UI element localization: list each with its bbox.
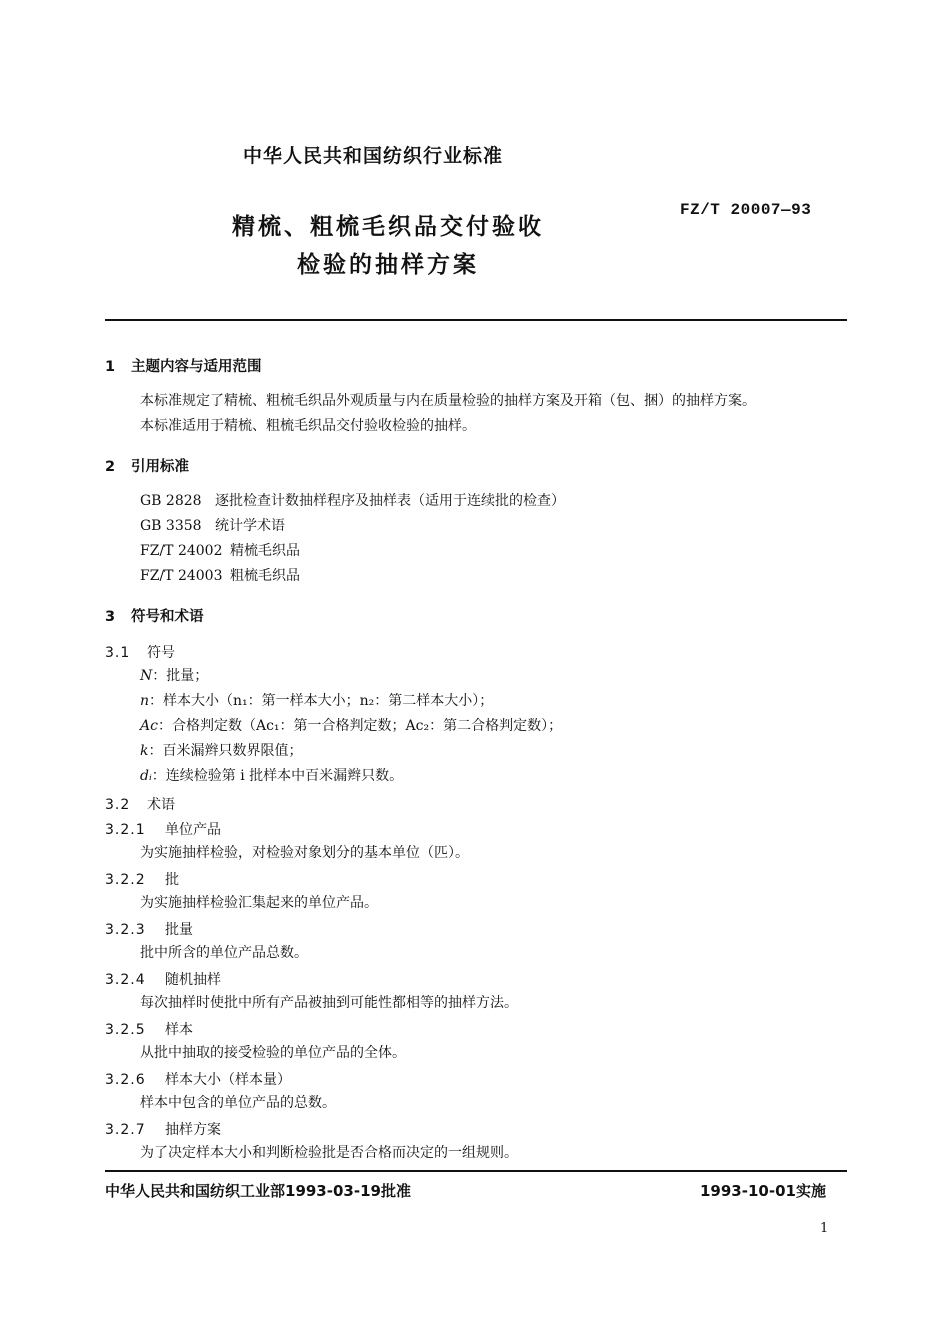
- term-heading: [105, 1019, 193, 1039]
- subsection-3-1-heading: [105, 642, 175, 662]
- symbol-definition: ：连续检验第 i 批样本中百米漏辫只数。: [151, 768, 404, 784]
- section-title: 符号和术语: [131, 609, 204, 625]
- section-title: 主题内容与适用范围: [131, 359, 262, 375]
- term-heading: [105, 1119, 221, 1139]
- section-number: 2: [105, 459, 116, 475]
- term-title: 样本大小（样本量）: [165, 1072, 291, 1088]
- section-1-heading: [105, 355, 262, 376]
- term-number: 3.2.4: [105, 972, 146, 988]
- term-title: 单位产品: [165, 822, 221, 838]
- reference-item: [140, 542, 300, 560]
- symbol: k: [140, 743, 149, 759]
- term-definition: 样本中包含的单位产品的总数。: [140, 1095, 336, 1111]
- term-definition: 从批中抽取的接受检验的单位产品的全体。: [140, 1045, 406, 1061]
- section-number: 3: [105, 609, 116, 625]
- document-title-line2: 检验的抽样方案: [297, 252, 479, 278]
- symbol-definition: ：样本大小（n₁：第一样本大小；n₂：第二样本大小）；: [149, 693, 494, 709]
- reference-title: 统计学术语: [215, 518, 285, 534]
- term-title: 批: [165, 872, 179, 888]
- term-heading: [105, 919, 193, 939]
- term-title: 抽样方案: [165, 1122, 221, 1138]
- top-divider: [105, 319, 847, 321]
- symbol: dᵢ: [140, 768, 152, 784]
- term-number: 3.2.2: [105, 872, 146, 888]
- reference-code: GB 2828: [140, 493, 202, 509]
- document-title-line1: 精梳、粗梳毛织品交付验收: [232, 214, 544, 240]
- symbol: n: [140, 693, 150, 709]
- term-heading: [105, 1069, 291, 1089]
- symbol-definition: ：百米漏辫只数界限值；: [148, 743, 303, 759]
- term-definition: 为了决定样本大小和判断检验批是否合格而决定的一组规则。: [140, 1145, 518, 1161]
- approval-line: 中华人民共和国纺织工业部1993-03-19批准: [105, 1182, 411, 1200]
- term-heading: [105, 869, 179, 889]
- term-heading: [105, 819, 221, 839]
- symbol-item: [140, 692, 493, 710]
- term-definition: 为实施抽样检验，对检验对象划分的基本单位（匹）。: [140, 845, 469, 861]
- symbol: Ac: [140, 718, 158, 734]
- subsection-3-2-heading: [105, 794, 175, 814]
- section-1-paragraph-1: 本标准规定了精梳、粗梳毛织品外观质量与内在质量检验的抽样方案及开箱（包、捆）的抽样方案。: [140, 393, 756, 409]
- subsection-title: 符号: [147, 645, 175, 661]
- term-definition: 批中所含的单位产品总数。: [140, 945, 308, 961]
- term-heading: [105, 969, 221, 989]
- term-title: 批量: [165, 922, 193, 938]
- symbol-item: [140, 717, 562, 735]
- term-number: 3.2.7: [105, 1122, 146, 1138]
- section-title: 引用标准: [131, 459, 189, 475]
- reference-code: FZ/T 24003: [140, 568, 223, 584]
- term-definition: 为实施抽样检验汇集起来的单位产品。: [140, 895, 378, 911]
- subsection-number: 3.2: [105, 797, 131, 813]
- symbol-definition: ：批量；: [152, 668, 209, 684]
- section-3-heading: [105, 605, 204, 626]
- symbol-definition: ：合格判定数（Ac₁：第一合格判定数；Ac₂：第二合格判定数）；: [157, 718, 563, 734]
- subsection-number: 3.1: [105, 645, 131, 661]
- symbol: N: [140, 668, 153, 684]
- section-number: 1: [105, 359, 116, 375]
- reference-item: [140, 492, 565, 510]
- term-number: 3.2.3: [105, 922, 146, 938]
- symbol-item: [140, 667, 208, 685]
- section-2-heading: [105, 455, 189, 476]
- term-title: 随机抽样: [165, 972, 221, 988]
- reference-item: [140, 517, 285, 535]
- standard-number: FZ/T 20007—93: [680, 201, 812, 219]
- reference-item: [140, 567, 300, 585]
- symbol-item: [140, 767, 403, 785]
- reference-title: 粗梳毛织品: [230, 568, 300, 584]
- effective-date: 1993-10-01实施: [700, 1182, 826, 1200]
- page-number: 1: [820, 1221, 829, 1236]
- bottom-divider: [105, 1170, 847, 1172]
- industry-standard-title: 中华人民共和国纺织行业标准: [243, 145, 504, 167]
- symbol-item: [140, 742, 302, 760]
- term-number: 3.2.1: [105, 822, 146, 838]
- term-definition: 每次抽样时使批中所有产品被抽到可能性都相等的抽样方法。: [140, 995, 518, 1011]
- reference-title: 逐批检查计数抽样程序及抽样表（适用于连续批的检查）: [215, 493, 565, 509]
- document-title: [218, 208, 558, 284]
- subsection-title: 术语: [147, 797, 175, 813]
- reference-code: FZ/T 24002: [140, 543, 223, 559]
- term-number: 3.2.6: [105, 1072, 146, 1088]
- term-title: 样本: [165, 1022, 193, 1038]
- term-number: 3.2.5: [105, 1022, 146, 1038]
- section-1-paragraph-2: 本标准适用于精梳、粗梳毛织品交付验收检验的抽样。: [140, 418, 476, 434]
- reference-title: 精梳毛织品: [230, 543, 300, 559]
- reference-code: GB 3358: [140, 518, 202, 534]
